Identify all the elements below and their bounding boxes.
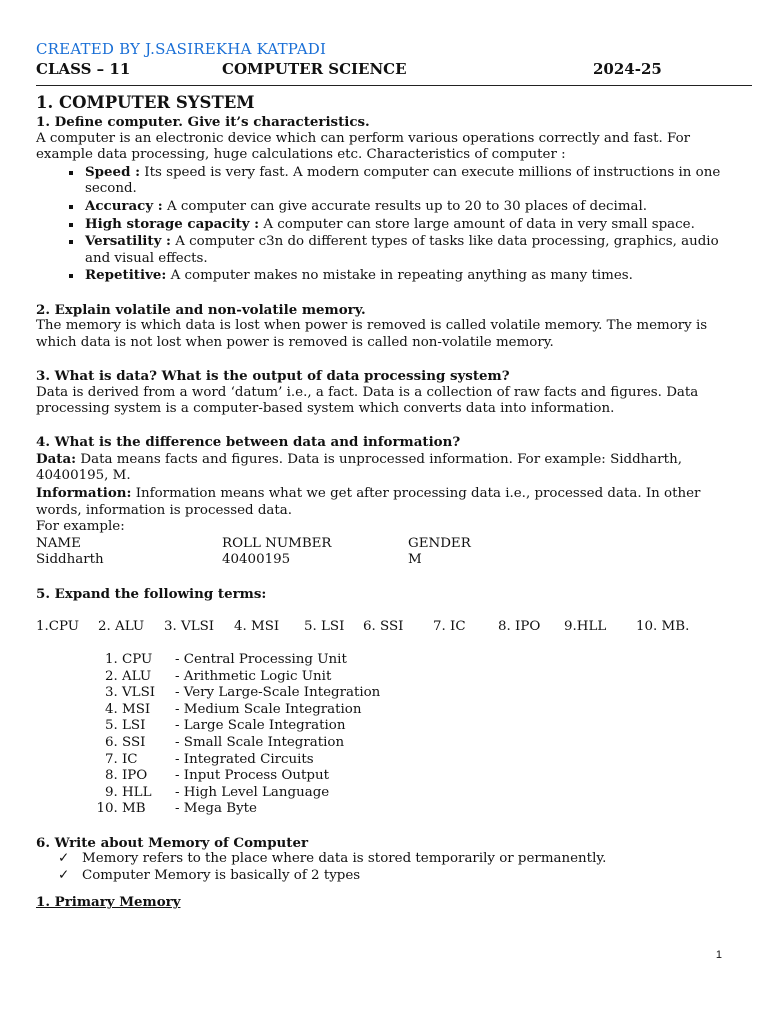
q2-title: 2. Explain volatile and non-volatile memory. <box>36 301 366 318</box>
class-label: CLASS – 11 <box>36 60 131 78</box>
term: 7. IC <box>433 618 466 634</box>
q3-title: 3. What is data? What is the output of data processing system? <box>36 367 510 384</box>
term: 5. LSI <box>304 618 345 634</box>
list-item: ▪ High storage capacity : A computer can store large amount of data in very small space. <box>83 216 736 234</box>
term: 9.HLL <box>564 618 607 634</box>
list-item: 2. ALU - Arithmetic Logic Unit <box>122 669 736 686</box>
q4-title: 4. What is the difference between data and information? <box>36 434 461 451</box>
document-body <box>36 92 736 911</box>
term: 2. ALU <box>98 618 145 634</box>
list-item: 8. IPO - Input Process Output <box>122 768 736 785</box>
list-item: ▪ Repetitive: A computer makes no mistake in repeating anything as many times. <box>83 267 736 285</box>
term: 8. IPO <box>498 618 541 634</box>
header-rule <box>36 85 752 86</box>
q3-body: Data is derived from a word ‘datum’ i.e., a fact. Data is a collection of raw facts and figures. Data processing system is a computer-based system which converts data into information. <box>36 384 699 417</box>
characteristics-list <box>36 164 736 285</box>
list-item: ✓ Computer Memory is basically of 2 types <box>58 867 361 883</box>
example-label: For example: <box>36 519 125 535</box>
check-icon: ✓ <box>58 867 70 883</box>
table-header-gender: GENDER <box>408 535 471 551</box>
q5-title: 5. Expand the following terms: <box>36 585 267 602</box>
list-item: ▪ Versatility : A computer c3n do different types of tasks like data processing, graphics, audio and visual effects. <box>83 233 736 267</box>
memory-points <box>36 851 736 884</box>
term: 6. SSI <box>363 618 404 634</box>
list-item: 7. IC - Integrated Circuits <box>122 752 736 769</box>
table-cell: M <box>408 552 422 568</box>
term: 10. MB. <box>636 618 690 634</box>
class-row <box>36 58 736 80</box>
year-label: 2024-25 <box>593 60 662 78</box>
q4-data: Data: Data means facts and figures. Data is unprocessed information. For example: Siddharth, 40400195, M. <box>36 450 682 484</box>
list-item: 10. MB - Mega Byte <box>122 801 736 818</box>
list-item: 4. MSI - Medium Scale Integration <box>122 702 736 719</box>
table-header-roll: ROLL NUMBER <box>222 535 332 551</box>
list-item: 6. SSI - Small Scale Integration <box>122 735 736 752</box>
list-item: 1. CPU - Central Processing Unit <box>122 652 736 669</box>
terms-row <box>36 619 736 636</box>
list-item: 9. HLL - High Level Language <box>122 785 736 802</box>
term: 3. VLSI <box>164 618 215 634</box>
check-icon: ✓ <box>58 851 70 867</box>
creator-line: CREATED BY J.SASIREKHA KATPADI <box>36 40 327 58</box>
list-item: 5. LSI - Large Scale Integration <box>122 718 736 735</box>
primary-memory-heading: 1. Primary Memory <box>36 894 181 911</box>
list-item: ▪ Speed : Its speed is very fast. A modern computer can execute millions of instructions in one second. <box>83 164 736 198</box>
q1-title: 1. Define computer. Give it’s characteristics. <box>36 114 370 130</box>
q1-body: A computer is an electronic device which can perform various operations correctly and fast. For example data processing, huge calculations etc. Characteristics of computer : <box>36 130 691 163</box>
section-title: 1. COMPUTER SYSTEM <box>36 93 255 112</box>
list-item: ✓ Memory refers to the place where data is stored temporarily or permanently. <box>58 851 607 867</box>
term: 1.CPU <box>36 618 80 634</box>
table-cell: Siddharth <box>36 552 104 568</box>
table-cell: 40400195 <box>222 552 291 568</box>
example-table-row <box>36 552 736 569</box>
q2-body: The memory is which data is lost when power is removed is called volatile memory. The memory is which data is not lost when power is removed is called non-volatile memory. <box>36 318 708 350</box>
table-header-name: NAME <box>36 535 81 551</box>
subject-label: COMPUTER SCIENCE <box>222 60 407 78</box>
list-item: 3. VLSI - Very Large-Scale Integration <box>122 685 736 702</box>
example-table-header <box>36 536 736 553</box>
expansion-list <box>36 652 736 818</box>
q6-title: 6. Write about Memory of Computer <box>36 834 309 851</box>
page-number: 1 <box>715 949 722 961</box>
q4-information: Information: Information means what we get after processing data i.e., processed data. In other words, information is processed data. <box>36 485 701 518</box>
list-item: ▪ Accuracy : A computer can give accurate results up to 20 to 30 places of decimal. <box>83 198 736 216</box>
term: 4. MSI <box>234 618 280 634</box>
page-header <box>36 40 736 80</box>
